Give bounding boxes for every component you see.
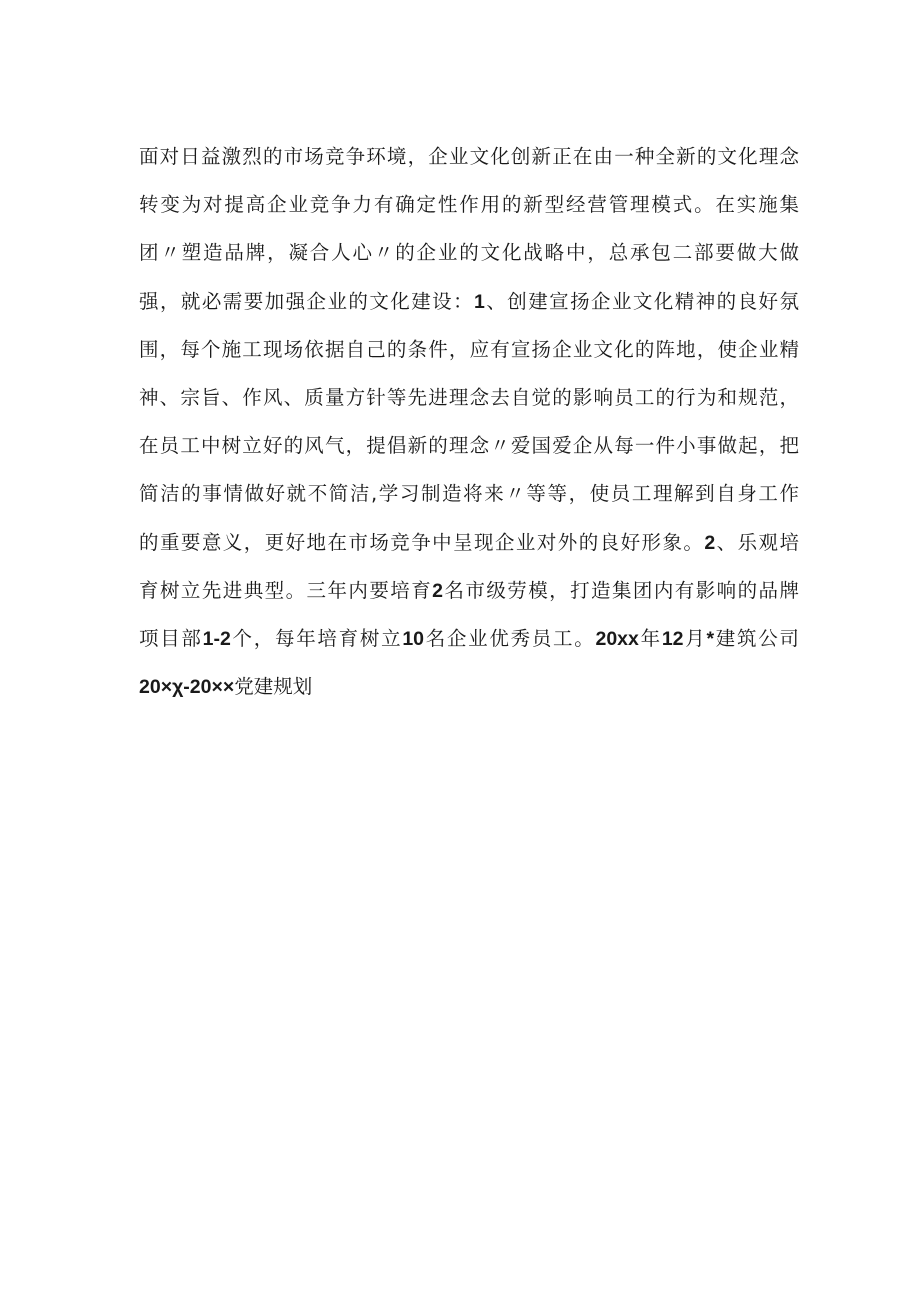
text-line-1: 面对日益激烈的市场竞争环境，企业文化创新正在由一种全新的文化理念	[139, 145, 799, 168]
text-line-11: 项目部1-2个，每年培育树立10名企业优秀员工。20xx年12月*建筑公司	[139, 626, 799, 650]
text-line-10: 育树立先进典型。三年内要培育2名市级劳模，打造集团内有影响的品牌	[139, 578, 799, 602]
text-line-4: 强，就必需要加强企业的文化建设：1、创建宣扬企业文化精神的良好氛	[139, 289, 799, 313]
body-paragraph	[139, 137, 799, 715]
text-line-6: 神、宗旨、作风、质量方针等先进理念去自觉的影响员工的行为和规范，	[139, 385, 799, 409]
text-line-5: 围，每个施工现场依据自己的条件，应有宣扬企业文化的阵地，使企业精	[139, 337, 799, 361]
text-line-7: 在员工中树立好的风气，提倡新的理念〃爱国爱企从每一件小事做起，把	[139, 434, 799, 458]
text-line-12: 20×χ-20××党建规划	[139, 675, 313, 699]
text-line-8: 简洁的事情做好就不简洁,学习制造将来〃等等，使员工理解到自身工作	[139, 482, 799, 506]
text-line-3: 团〃塑造品牌，凝合人心〃的企业的文化战略中，总承包二部要做大做	[139, 241, 799, 265]
text-line-2: 转变为对提高企业竞争力有确定性作用的新型经营管理模式。在实施集	[139, 193, 799, 217]
text-line-9: 的重要意义，更好地在市场竞争中呈现企业对外的良好形象。2、乐观培	[139, 530, 799, 554]
